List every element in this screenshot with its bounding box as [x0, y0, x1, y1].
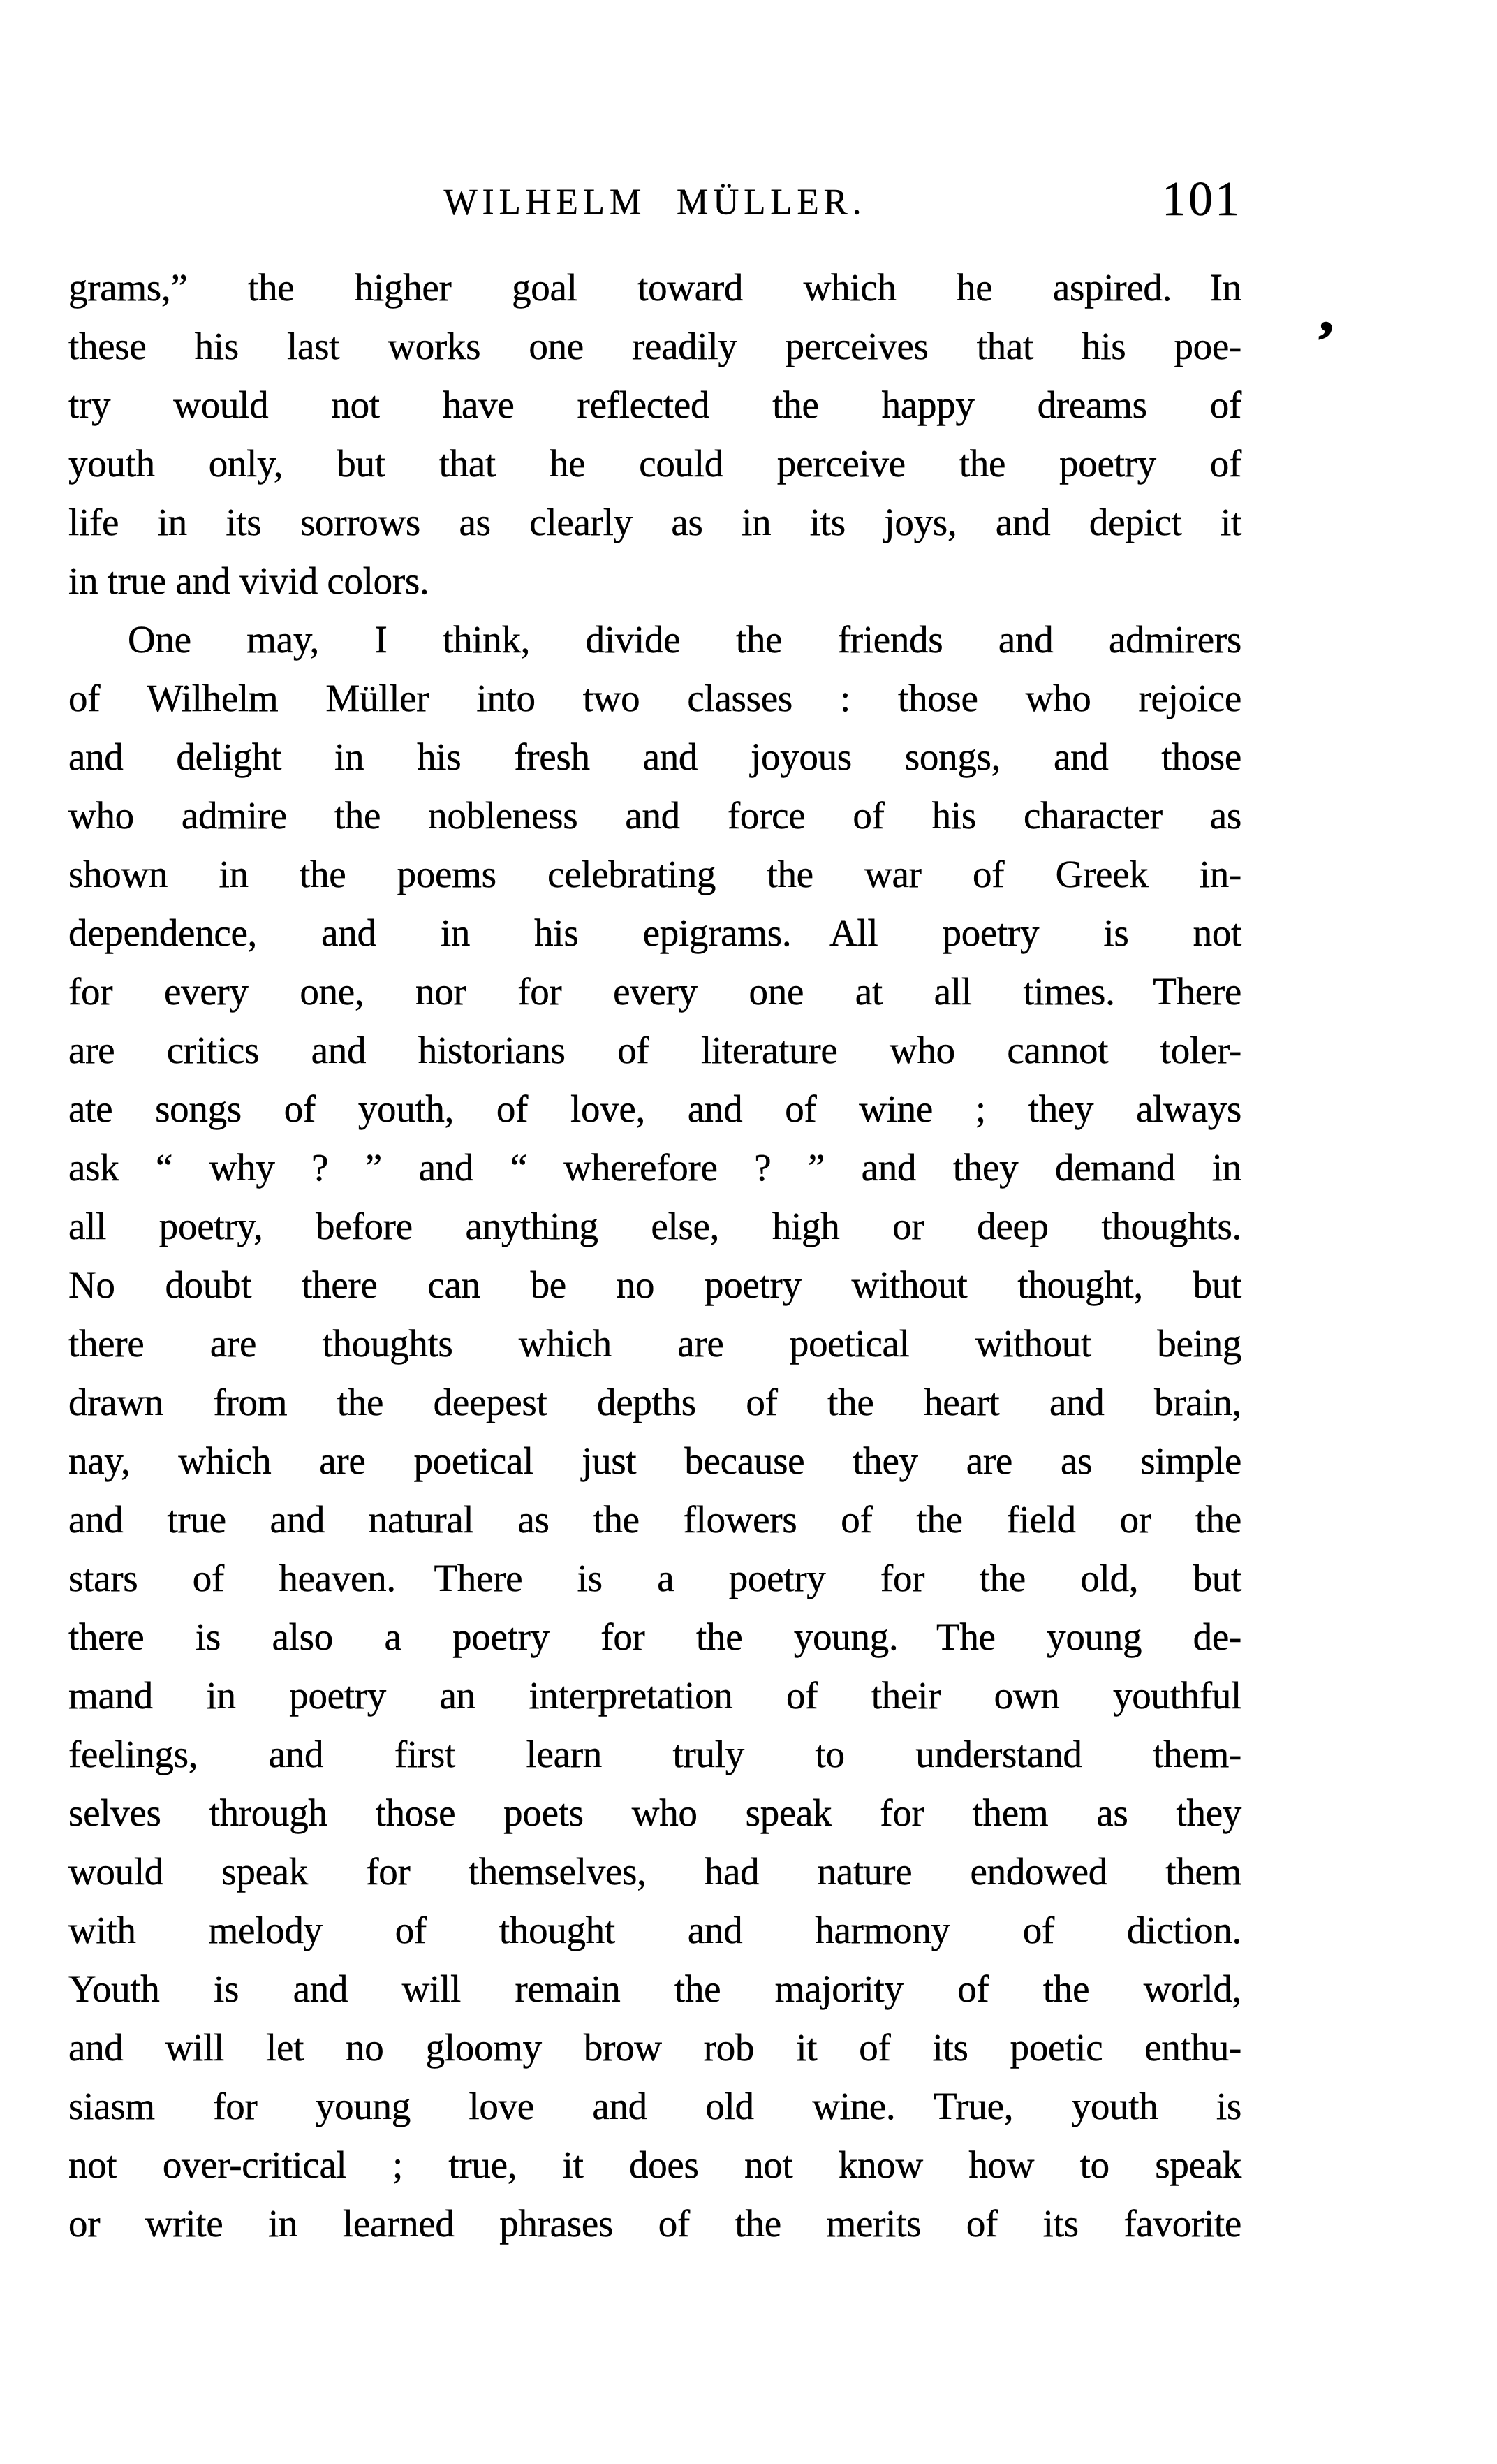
- text-line: all poetry, before anything else, high or deep thoughts.: [68, 1205, 1241, 1247]
- text-line: mand in poetry an interpretation of their own youthful: [68, 1674, 1241, 1717]
- text-line: not over-critical ; true, it does not know how to speak: [68, 2143, 1241, 2186]
- text-line: or write in learned phrases of the merits of its favorite: [68, 2202, 1241, 2245]
- text-line: in true and vivid colors.: [68, 559, 429, 602]
- text-line: are critics and historians of literature who cannot toler-: [68, 1029, 1241, 1071]
- text-line: One may, I think, divide the friends and admirers: [128, 618, 1241, 661]
- text-line: grams,” the higher goal toward which he aspired. In: [68, 266, 1241, 309]
- text-line: Youth is and will remain the majority of the world,: [68, 1967, 1241, 2010]
- text-line: and will let no gloomy brow rob it of its poetic enthu-: [68, 2026, 1241, 2069]
- text-line: with melody of thought and harmony of diction.: [68, 1909, 1241, 1951]
- text-line: stars of heaven. There is a poetry for the old, but: [68, 1557, 1241, 1599]
- text-line: ate songs of youth, of love, and of wine ; they always: [68, 1087, 1241, 1130]
- text-line: and delight in his fresh and joyous songs, and those: [68, 735, 1241, 778]
- ink-speck: ’: [1313, 309, 1337, 374]
- text-line: and true and natural as the flowers of the field or the: [68, 1498, 1241, 1541]
- text-line: selves through those poets who speak for them as they: [68, 1791, 1241, 1834]
- text-line: feelings, and first learn truly to understand them-: [68, 1733, 1241, 1775]
- text-line: ask “ why ? ” and “ wherefore ? ” and they demand in: [68, 1146, 1241, 1189]
- text-line: for every one, nor for every one at all times. There: [68, 970, 1241, 1013]
- running-header: [68, 173, 1241, 229]
- text-line: drawn from the deepest depths of the heart and brain,: [68, 1381, 1241, 1423]
- text-line: nay, which are poetical just because they are as simple: [68, 1439, 1241, 1482]
- text-line: siasm for young love and old wine. True, youth is: [68, 2085, 1241, 2127]
- text-line: try would not have reflected the happy dreams of: [68, 383, 1241, 426]
- body-text: [68, 258, 1241, 2253]
- page-title: WILHELM MÜLLER.: [443, 182, 867, 223]
- page-number: 101: [1162, 173, 1241, 226]
- text-line: No doubt there can be no poetry without thought, but: [68, 1263, 1241, 1306]
- text-line: of Wilhelm Müller into two classes : those who rejoice: [68, 677, 1241, 719]
- text-line: dependence, and in his epigrams. All poetry is not: [68, 911, 1241, 954]
- text-line: there are thoughts which are poetical without being: [68, 1322, 1241, 1365]
- text-line: life in its sorrows as clearly as in its joys, and depict it: [68, 501, 1241, 543]
- text-line: shown in the poems celebrating the war of Greek in-: [68, 853, 1241, 895]
- text-line: these his last works one readily perceives that his poe-: [68, 325, 1241, 367]
- text-line: there is also a poetry for the young. The young de-: [68, 1615, 1241, 1658]
- text-line: who admire the nobleness and force of his character as: [68, 794, 1241, 837]
- text-line: would speak for themselves, had nature endowed them: [68, 1850, 1241, 1893]
- text-line: youth only, but that he could perceive the poetry of: [68, 442, 1241, 485]
